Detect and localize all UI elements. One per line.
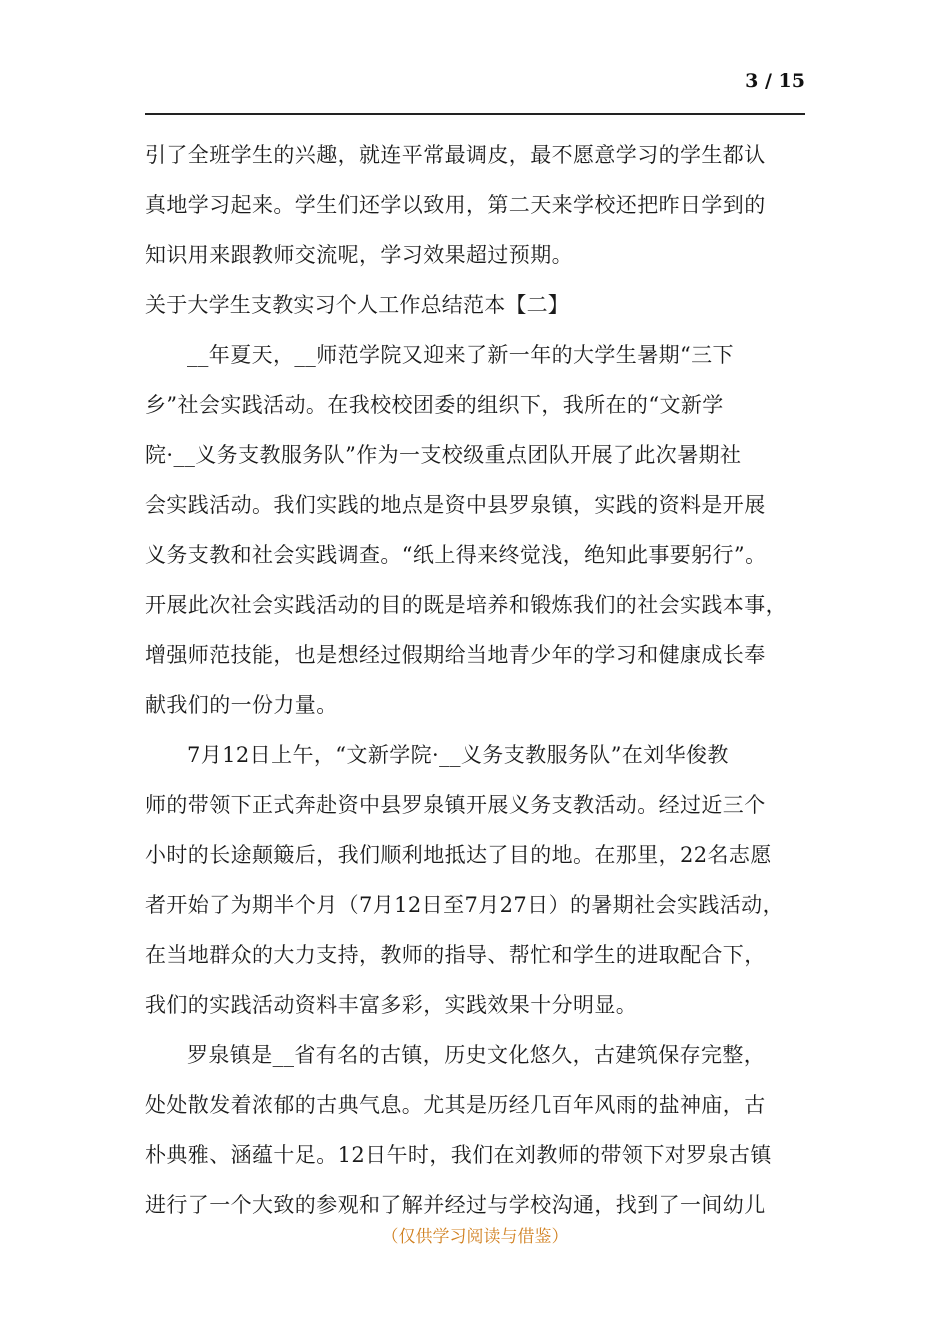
text-line: 者开始了为期半个月（7月12日至7月27日）的暑期社会实践活动， xyxy=(145,893,784,917)
text-line: 小时的长途颠簸后，我们顺利地抵达了目的地。在那里，22名志愿 xyxy=(145,843,772,867)
paragraph-first-line: 罗泉镇是__省有名的古镇，历史文化悠久，古建筑保存完整， xyxy=(187,1043,766,1067)
footer-note: （仅供学习阅读与借鉴） xyxy=(381,1227,569,1247)
text-line: 知识用来跟教师交流呢，学习效果超过预期。 xyxy=(145,243,573,267)
paragraph-first-line: 7月12日上午，“文新学院·__义务支教服务队”在刘华俊教 xyxy=(187,743,729,767)
text-line: 义务支教和社会实践调查。“纸上得来终觉浅，绝知此事要躬行”。 xyxy=(145,543,767,567)
header-divider xyxy=(145,113,805,115)
text-line: 真地学习起来。学生们还学以致用，第二天来学校还把昨日学到的 xyxy=(145,193,766,217)
text-line: 在当地群众的大力支持，教师的指导、帮忙和学生的进取配合下， xyxy=(145,943,766,967)
text-line: 朴典雅、涵蕴十足。12日午时，我们在刘教师的带领下对罗泉古镇 xyxy=(145,1143,772,1167)
text-line: 乡”社会实践活动。在我校校团委的组织下，我所在的“文新学 xyxy=(145,393,724,417)
text-line: 师的带领下正式奔赴资中县罗泉镇开展义务支教活动。经过近三个 xyxy=(145,793,766,817)
text-line: 院·__义务支教服务队”作为一支校级重点团队开展了此次暑期社 xyxy=(145,443,742,467)
section-heading: 关于大学生支教实习个人工作总结范本【二】 xyxy=(145,293,569,317)
text-line: 增强师范技能，也是想经过假期给当地青少年的学习和健康成长奉 xyxy=(145,643,766,667)
text-line: 引了全班学生的兴趣，就连平常最调皮，最不愿意学习的学生都认 xyxy=(145,143,766,167)
text-line: 进行了一个大致的参观和了解并经过与学校沟通，找到了一间幼儿 xyxy=(145,1193,766,1217)
page-number: 3 / 15 xyxy=(745,70,805,92)
paragraph-first-line: __年夏天，__师范学院又迎来了新一年的大学生暑期“三下 xyxy=(187,343,734,367)
text-line: 会实践活动。我们实践的地点是资中县罗泉镇，实践的资料是开展 xyxy=(145,493,766,517)
text-line: 献我们的一份力量。 xyxy=(145,693,338,717)
document-body xyxy=(145,130,807,1230)
text-line: 处处散发着浓郁的古典气息。尤其是历经几百年风雨的盐神庙，古 xyxy=(145,1093,766,1117)
text-line: 我们的实践活动资料丰富多彩，实践效果十分明显。 xyxy=(145,993,638,1017)
text-line: 开展此次社会实践活动的目的既是培养和锻炼我们的社会实践本事， xyxy=(145,593,787,617)
